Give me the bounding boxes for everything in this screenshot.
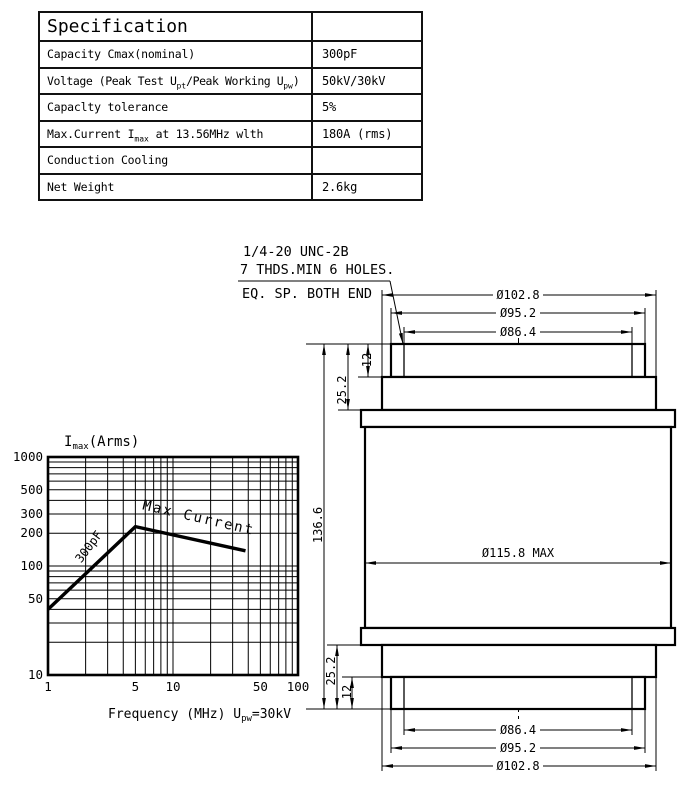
y-tick-label: 50 [27,590,43,606]
bottom-flange [382,645,656,677]
top-flange [382,377,656,410]
note-line-2: 7 THDS.MIN 6 HOLES. [240,262,395,278]
x-tick-label: 50 [252,679,268,694]
line-annotation: 300pF [72,528,106,566]
specification-table [38,11,423,201]
spec-label-cell: Capaclty tolerance [39,94,312,121]
spec-value-cell: 50kV/30kV [312,68,422,95]
y-axis-title: $I_{max}(Arms)$ [64,434,140,452]
top-end-ring [361,410,675,427]
bottom-plate [391,677,645,709]
x-tick-label: 1 [44,679,52,694]
x-tick-label: 100 [286,679,310,694]
table-row [39,41,422,68]
note-line-1: 1/4-20 UNC-2B [243,244,349,260]
dim-top-plate-height: 12 [360,352,374,368]
table-row [39,147,422,174]
spec-label-cell: Max.Current $I_{max}$ at 13.56MHz wlth [39,121,312,148]
capacitor-outline-drawing [230,230,695,790]
x-axis-label: Frequency (MHz) $U_{pw}=30kV$ [108,707,292,724]
y-tick-label: 10 [27,667,43,682]
bottom-end-ring [361,628,675,645]
spec-label-cell: Voltage (Peak Test $U_{pt}$/Peak Working $U_{pw}$) [39,68,312,95]
table-header-value-cell [312,12,422,41]
dim-bottom-mid-dia: Ø95.2 [499,741,537,755]
note-line-3: EQ. SP. BOTH END [242,286,373,302]
x-tick-label: 5 [131,679,140,694]
y-tick-label: 200 [20,525,43,541]
top-plate [391,344,645,377]
table-row [39,94,422,121]
dim-top-mid-dia: Ø95.2 [499,306,537,320]
y-tick-label: 1000 [12,449,43,464]
dim-top-outer-dia: Ø102.8 [496,288,540,302]
table-row [39,12,422,41]
dim-bottom-stack-height: 25.2 [324,656,338,686]
y-tick-label: 300 [20,505,43,521]
capacitor-body [361,344,675,709]
spec-value-cell: 180A (rms) [312,121,422,148]
spec-value-cell: 2.6kg [312,174,422,201]
spec-value-cell: 5% [312,94,422,121]
table-header-cell: Specification [39,12,312,41]
table-row [39,121,422,148]
dim-overall-height: 136.6 [311,506,325,544]
table-row [39,68,422,95]
dim-bottom-plate-height: 12 [340,684,354,700]
chart-series [48,527,246,610]
spec-label-cell: Net Weight [39,174,312,201]
spec-label-cell: Conduction Cooling [39,147,312,174]
dim-bottom-inner-dia: Ø86.4 [499,723,537,737]
table-row [39,174,422,201]
dim-body-dia: Ø115.8 MAX [481,546,555,560]
line-annotation: Max Current [141,497,257,539]
x-tick-label: 10 [165,679,181,694]
y-tick-label: 100 [20,558,43,573]
max-current-line [48,527,246,610]
y-tick-label: 500 [20,481,43,497]
dim-bottom-outer-dia: Ø102.8 [496,759,540,773]
dim-top-stack-height: 25.2 [335,375,349,405]
spec-label-cell: Capacity Cmax(nominal) [39,41,312,68]
thread-note [240,244,394,302]
ceramic-body [365,427,671,628]
dim-top-inner-dia: Ø86.4 [499,325,537,339]
spec-value-cell: 300pF [312,41,422,68]
spec-value-cell [312,147,422,174]
